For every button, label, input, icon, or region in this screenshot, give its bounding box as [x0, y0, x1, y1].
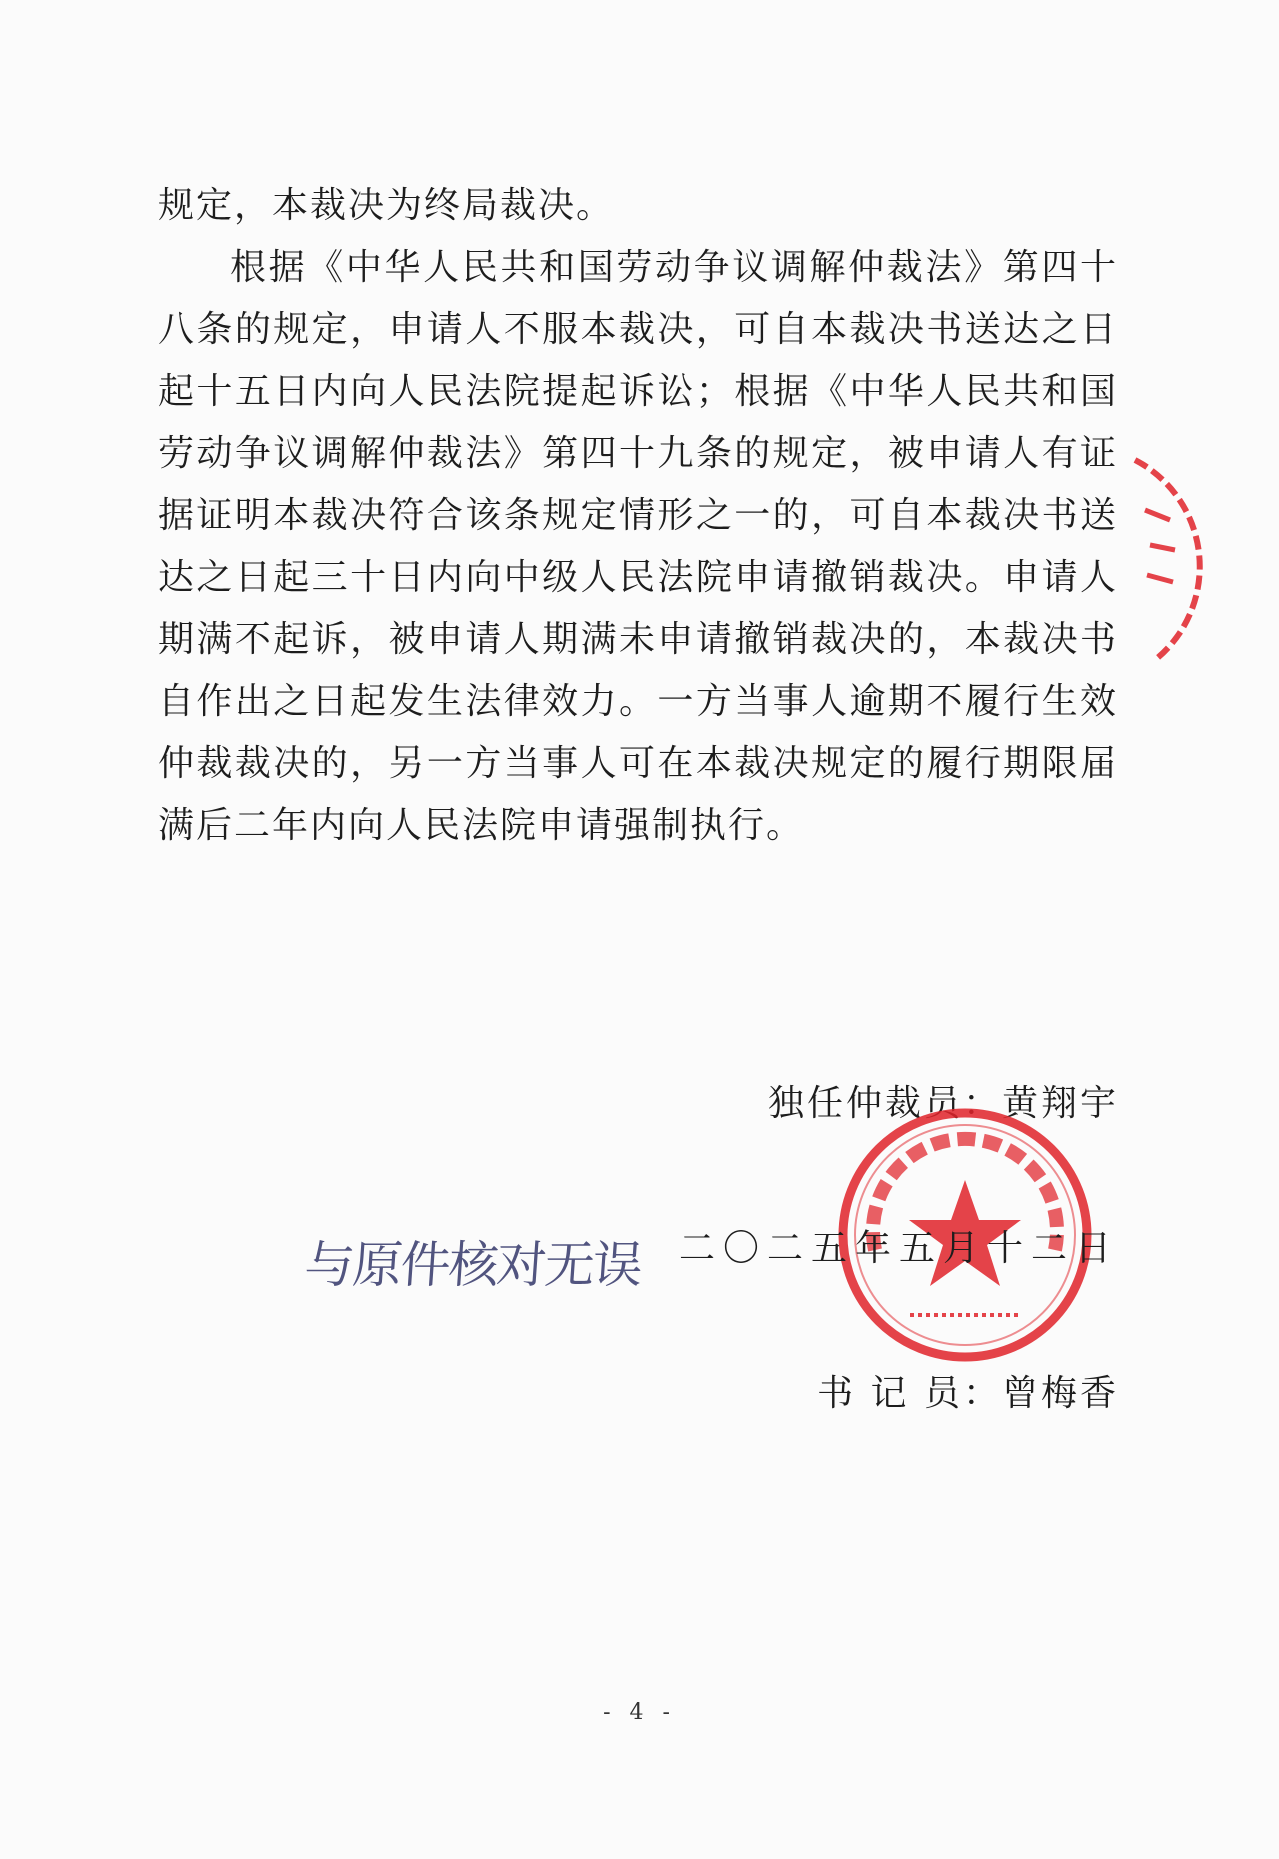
signature-date: 二〇二五年五月十二日 [678, 1228, 1119, 1269]
arbitrator-signature: 独任仲裁员：黄翔宇 [767, 1083, 1119, 1124]
paragraph-1: 规定，本裁决为终局裁决。 [158, 185, 615, 226]
clerk-title: 书 记 员： [817, 1373, 1002, 1414]
edge-seal-icon [1115, 450, 1205, 670]
clerk-name: 曾梅香 [1001, 1373, 1119, 1414]
document-body [158, 175, 1118, 857]
verification-stamp: 与原件核对无误 [302, 1236, 643, 1294]
clerk-signature [817, 1365, 1119, 1416]
page-number: - 4 - [603, 1700, 676, 1725]
paragraph-2: 根据《中华人民共和国劳动争议调解仲裁法》第四十八条的规定，申请人不服本裁决，可自本裁决书送达之日起十五日内向人民法院提起诉讼；根据《中华人民共和国劳动争议调解仲裁法》第四十九条的规定，被申请人有证据证明本裁决符合该条规定情形之一的，可自本裁决书送达之日起三十日内向中级人民法院申请撤销裁决。申请人期满不起诉，被申请人期满未申请撤销裁决的，本裁决书自作出之日起发生法律效力。一方当事人逾期不履行生效仲裁裁决的，另一方当事人可在本裁决规定的履行期限届满后二年内向人民法院申请强制执行。 [158, 247, 1118, 846]
